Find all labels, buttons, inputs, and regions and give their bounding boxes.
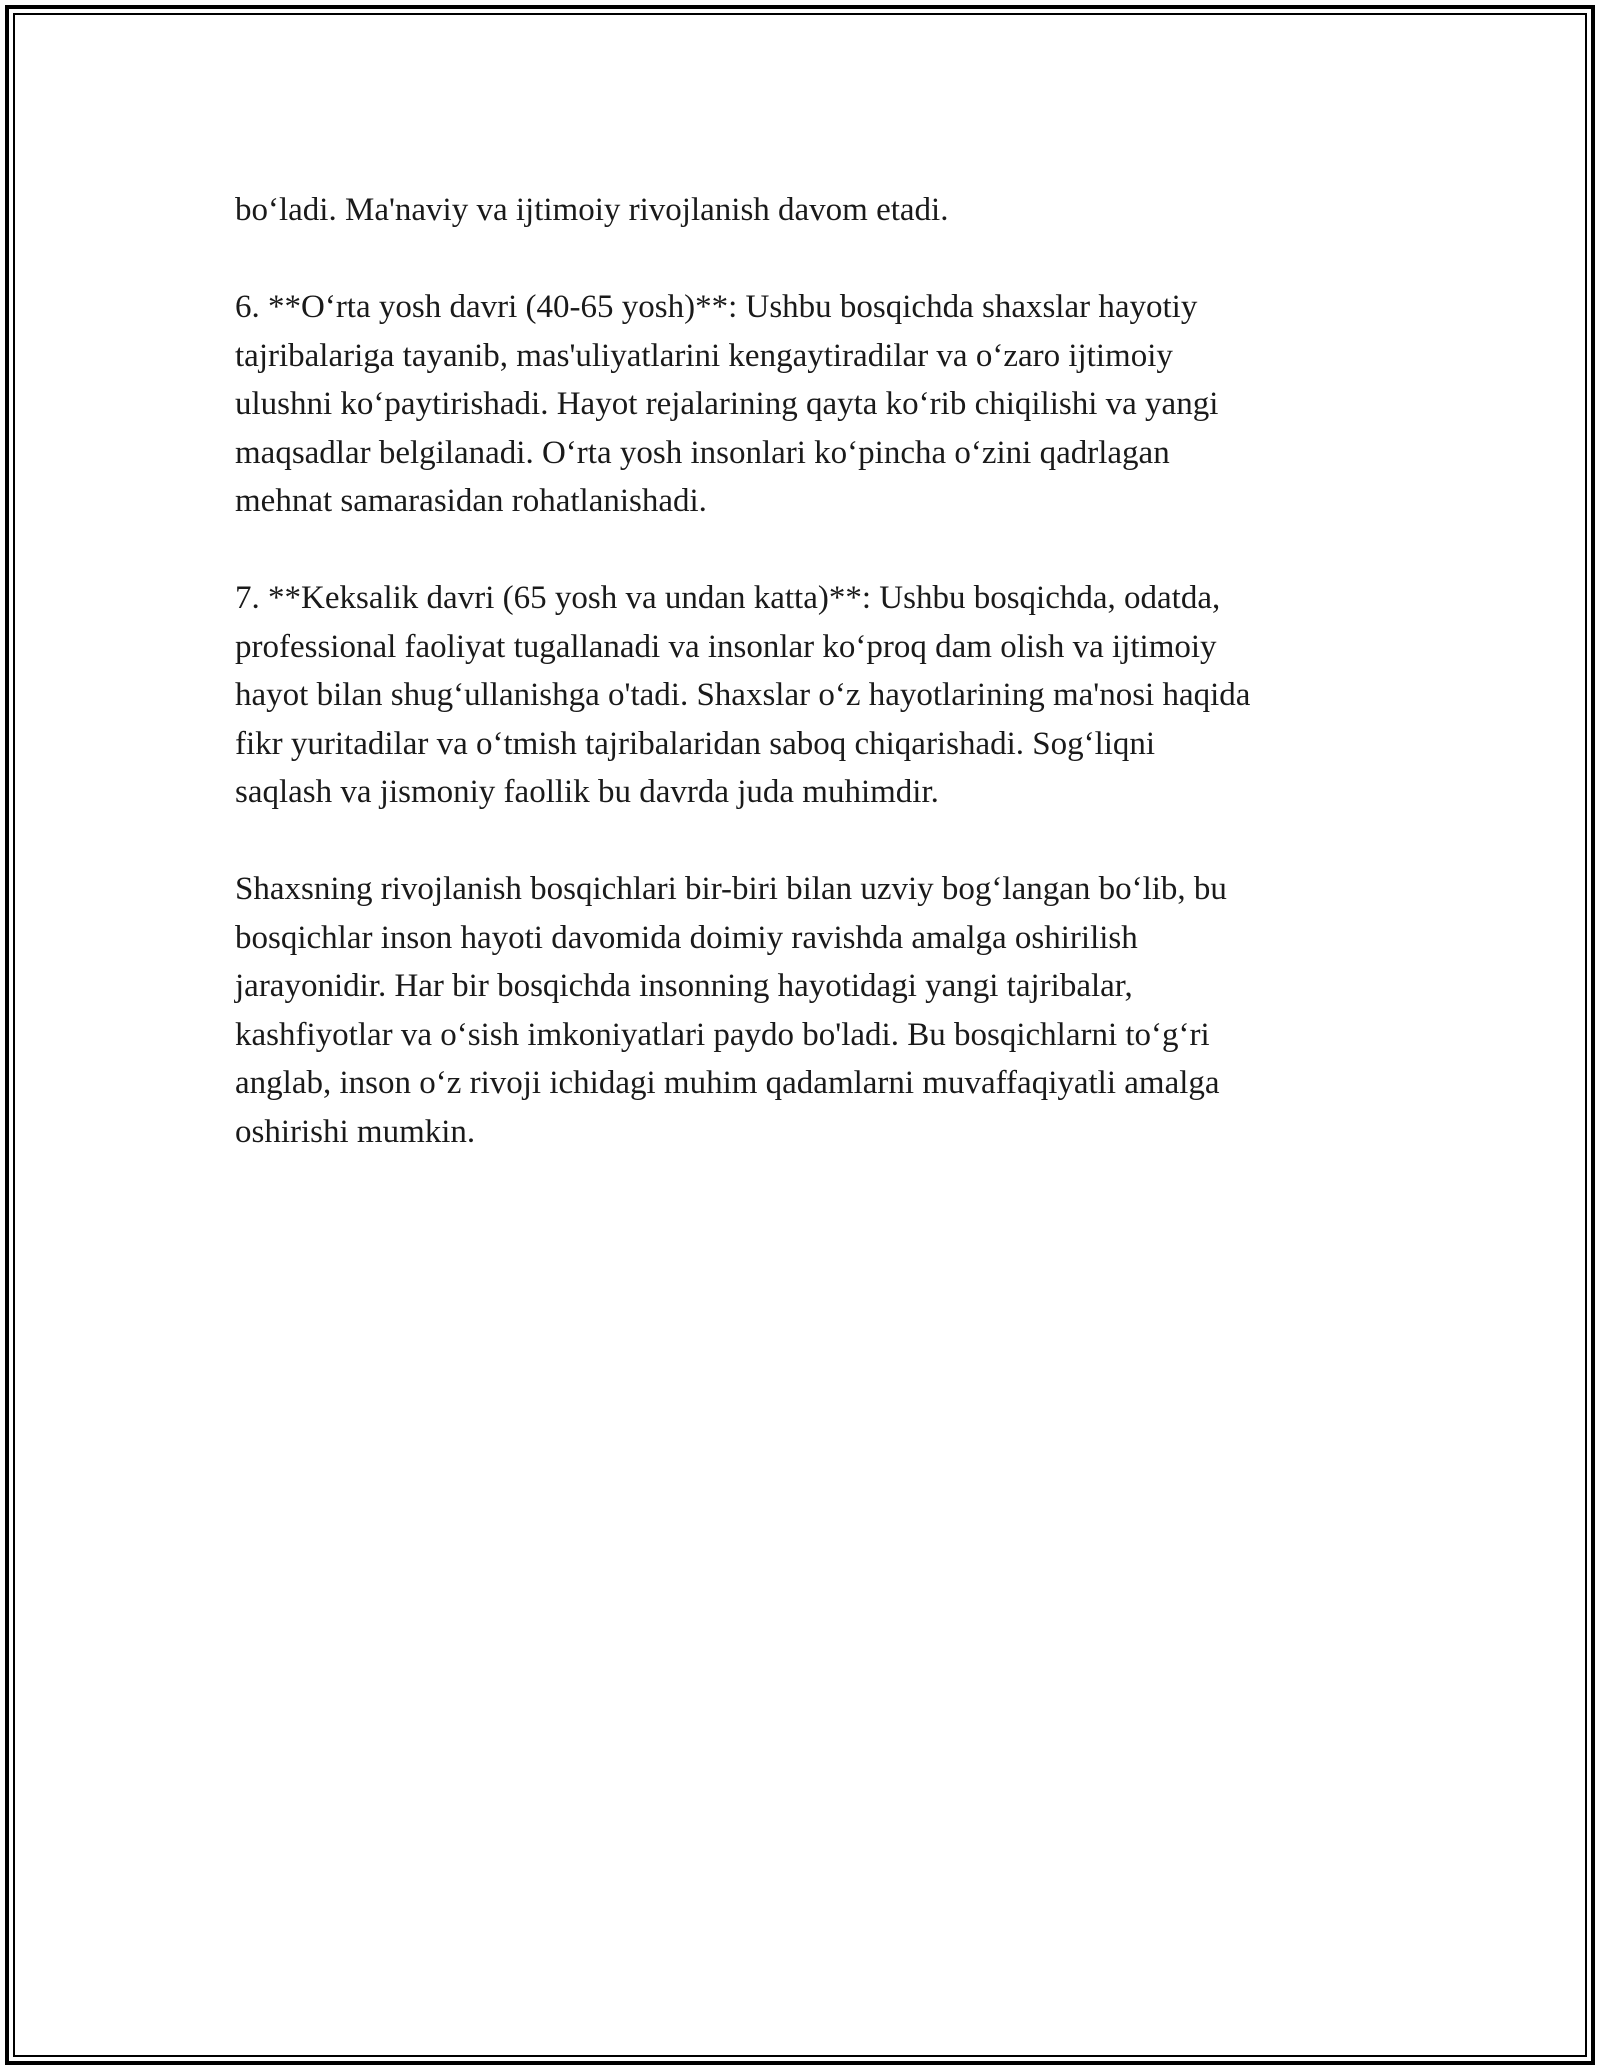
text-line: kashfiyotlar va o‘sish imkoniyatlari paydo bo'ladi. Bu bosqichlarni to‘g‘ri bbox=[235, 1016, 1210, 1053]
text-line: anglab, inson o‘z rivoji ichidagi muhim qadamlarni muvaffaqiyatli amalga bbox=[235, 1065, 1220, 1101]
text-line: hayot bilan shug‘ullanishga o'tadi. Shaxslar o‘z hayotlarining ma'nosi haqida bbox=[235, 677, 1251, 713]
text-line: Shaxsning rivojlanish bosqichlari bir-biri bilan uzviy bog‘langan bo‘lib, bu bbox=[235, 871, 1227, 907]
text-line: bosqichlar inson hayoti davomida doimiy ravishda amalga oshirilish bbox=[235, 919, 1138, 956]
text-line: fikr yuritadilar va o‘tmish tajribalaridan saboq chiqarishadi. Sog‘liqni bbox=[235, 725, 1156, 762]
text-line: ulushni ko‘paytirishadi. Hayot rejalarining qayta ko‘rib chiqilishi va yangi bbox=[235, 386, 1219, 422]
text-line: tajribalariga tayanib, mas'uliyatlarini kengaytiradilar va o‘zaro ijtimoiy bbox=[235, 337, 1173, 374]
text-line: oshirishi mumkin. bbox=[235, 1113, 476, 1150]
text-line: saqlash va jismoniy faollik bu davrda juda muhimdir. bbox=[235, 774, 939, 810]
paragraph-continuation bbox=[235, 186, 1380, 235]
text-line: 7. **Keksalik davri (65 yosh va undan katta)**: Ushbu bosqichda, odatda, bbox=[235, 580, 1221, 616]
text-line: 6. **O‘rta yosh davri (40-65 yosh)**: Ushbu bosqichda shaxslar hayotiy bbox=[235, 289, 1198, 325]
paragraph-conclusion bbox=[235, 865, 1380, 1156]
paragraph-middle-age bbox=[235, 283, 1380, 526]
document-body bbox=[235, 186, 1380, 1205]
text-line: mehnat samarasidan rohatlanishadi. bbox=[235, 483, 707, 519]
text-line: professional faoliyat tugallanadi va insonlar ko‘proq dam olish va ijtimoiy bbox=[235, 628, 1217, 665]
text-line: bo‘ladi. Ma'naviy va ijtimoiy rivojlanish davom etadi. bbox=[235, 192, 949, 228]
paragraph-old-age bbox=[235, 574, 1380, 817]
text-line: jarayonidir. Har bir bosqichda insonning hayotidagi yangi tajribalar, bbox=[235, 968, 1133, 1004]
text-line: maqsadlar belgilanadi. O‘rta yosh insonlari ko‘pincha o‘zini qadrlagan bbox=[235, 434, 1170, 471]
